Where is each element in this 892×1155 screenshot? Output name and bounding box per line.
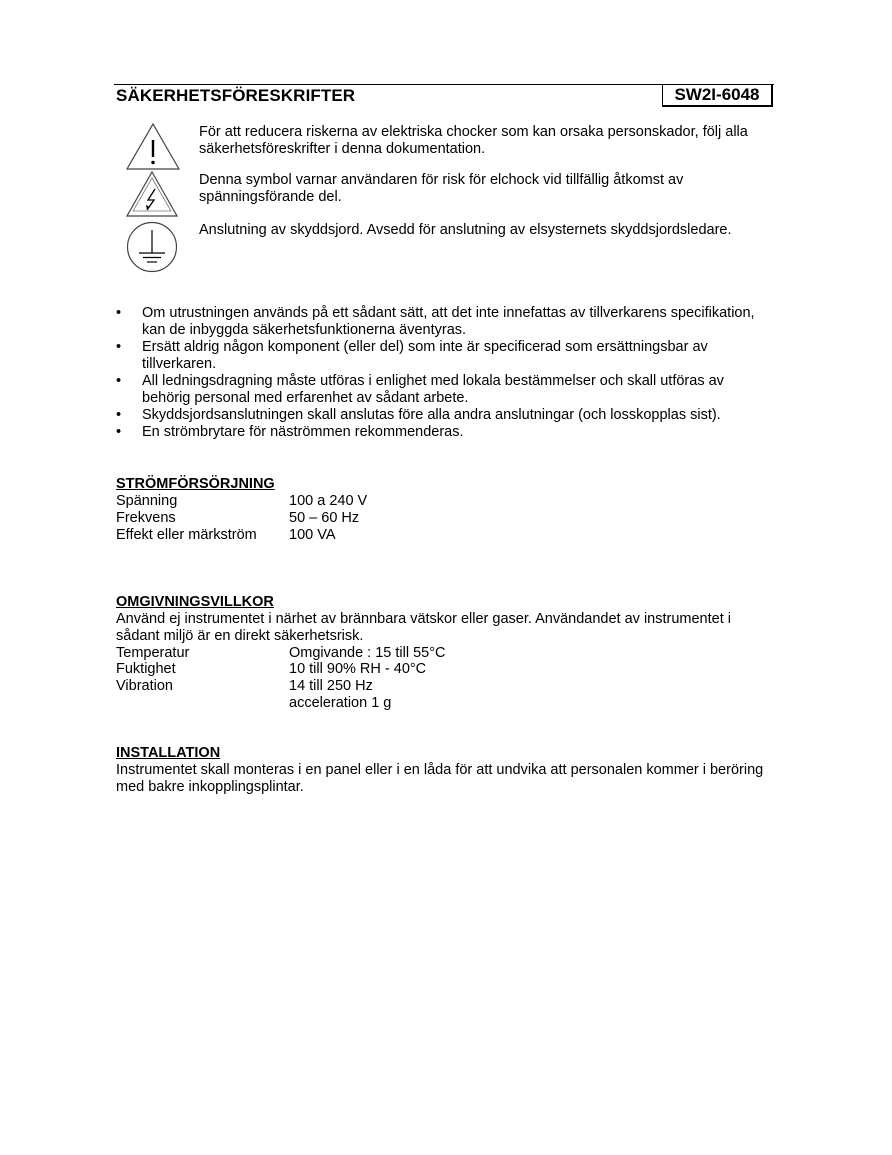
installation-text: Instrumentet skall monteras i en panel eller i en låda för att undvika att personalen kommer i beröring med bakre inkopplingsplintar. bbox=[116, 762, 764, 795]
electric-shock-triangle-icon bbox=[125, 170, 179, 219]
environment-section-title: OMGIVNINGSVILLKOR bbox=[116, 594, 274, 610]
list-item bbox=[116, 305, 776, 339]
spec-row bbox=[116, 678, 373, 695]
spec-row bbox=[116, 661, 426, 678]
symbol-description-shock: Denna symbol varnar användaren för risk för elchock vid tillfällig åtkomst av spänningsförande del. bbox=[199, 172, 684, 205]
spec-label: Frekvens bbox=[116, 510, 176, 526]
spec-value: 100 a 240 V bbox=[289, 493, 368, 509]
spec-value: 10 till 90% RH - 40°C bbox=[289, 661, 427, 677]
spec-row bbox=[116, 645, 446, 662]
bullet-glyph: • bbox=[116, 339, 122, 355]
installation-section-title: INSTALLATION bbox=[116, 745, 221, 761]
list-item bbox=[116, 407, 776, 424]
bullet-glyph: • bbox=[116, 305, 122, 321]
list-item bbox=[116, 424, 776, 441]
spec-row bbox=[116, 510, 359, 527]
spec-label: Effekt eller märkström bbox=[116, 527, 257, 543]
spec-value: Omgivande : 15 till 55°C bbox=[289, 645, 446, 661]
spec-label: Vibration bbox=[116, 678, 173, 694]
spec-value: 14 till 250 Hz bbox=[289, 678, 373, 694]
protective-earth-icon bbox=[124, 221, 180, 273]
spec-value: 50 – 60 Hz bbox=[289, 510, 360, 526]
list-item-text: All ledningsdragning måste utföras i enlighet med lokala bestämmelser och skall utföras av behörig personal med erfarenhet av sådant arbete. bbox=[142, 373, 724, 406]
document-code-box: SW2I-6048 bbox=[662, 84, 773, 107]
list-item-text: Skyddsjordsanslutningen skall anslutas före alla andra anslutningar (och losskopplas sist). bbox=[142, 407, 721, 423]
list-item bbox=[116, 373, 776, 407]
spec-label: Temperatur bbox=[116, 645, 190, 661]
environment-text: Använd ej instrumentet i närhet av brännbara vätskor eller gaser. Användandet av instrumentet i sådant miljö är en direkt säkerhetsrisk. bbox=[116, 611, 731, 644]
list-item-text: En strömbrytare för näströmmen rekommenderas. bbox=[142, 424, 464, 440]
spec-value: 100 VA bbox=[289, 527, 336, 543]
list-item-text: Ersätt aldrig någon komponent (eller del) som inte är specificerad som ersättningsbar av tillverkaren. bbox=[142, 339, 708, 372]
warning-triangle-icon bbox=[125, 122, 181, 172]
symbol-description-earth: Anslutning av skyddsjord. Avsedd för anslutning av elsysternets skyddsjordsledare. bbox=[199, 222, 732, 238]
symbol-description-general: För att reducera riskerna av elektriska chocker som kan orsaka personskador, följ alla säkerhetsföreskrifter i denna dokumentation. bbox=[199, 124, 748, 157]
power-section-title: STRÖMFÖRSÖRJNING bbox=[116, 476, 275, 492]
spec-row bbox=[116, 527, 336, 544]
bullet-glyph: • bbox=[116, 407, 122, 423]
spec-row bbox=[116, 493, 367, 510]
page-title: SÄKERHETSFÖRESKRIFTER bbox=[116, 86, 356, 105]
spec-label: Fuktighet bbox=[116, 661, 176, 677]
list-item bbox=[116, 339, 776, 373]
safety-bullet-list bbox=[116, 305, 776, 441]
spec-value: acceleration 1 g bbox=[289, 695, 392, 711]
bullet-glyph: • bbox=[116, 373, 122, 389]
spec-label: Spänning bbox=[116, 493, 178, 509]
list-item-text: Om utrustningen används på ett sådant sätt, att det inte innefattas av tillverkarens specifikation, kan de inbyggda säkerhetsfunktionerna äventyras. bbox=[142, 305, 755, 338]
bullet-glyph: • bbox=[116, 424, 122, 440]
spec-row bbox=[116, 695, 391, 712]
